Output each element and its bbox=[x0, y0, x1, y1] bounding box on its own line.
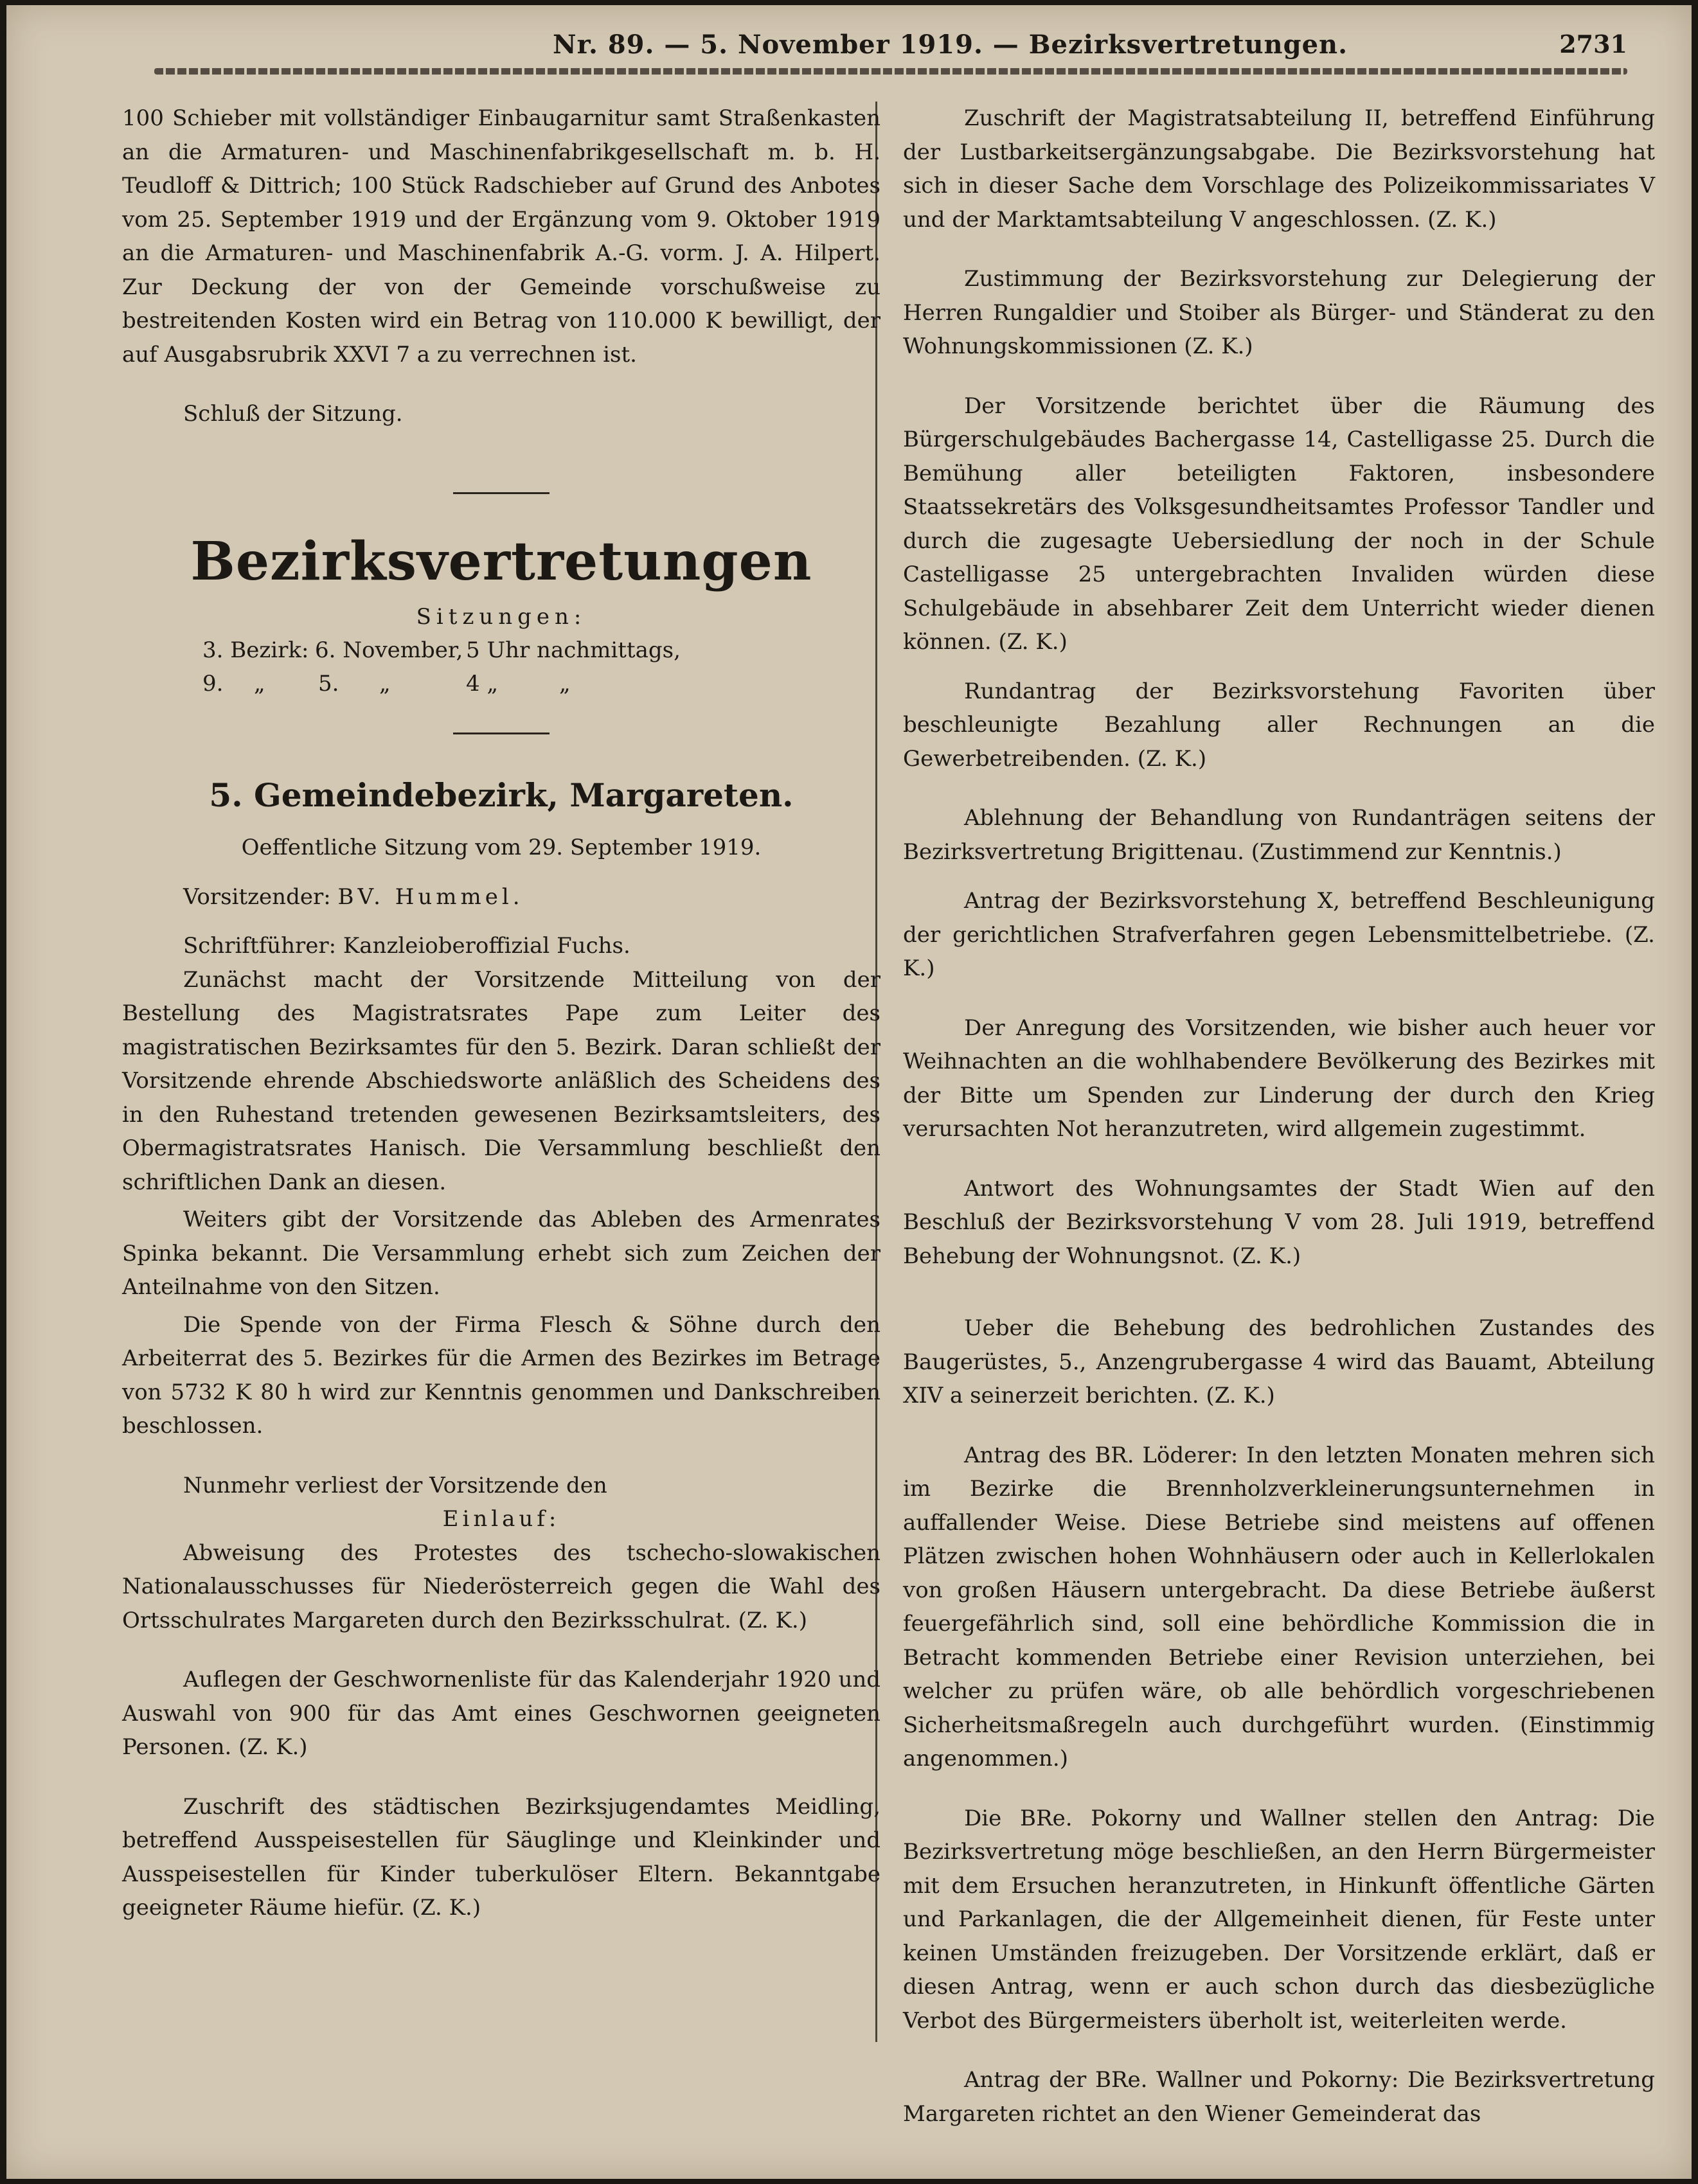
running-head: Nr. 89. — 5. November 1919. — Bezirksvertretungen. bbox=[553, 30, 1348, 60]
continuation-paragraph: 100 Schieber mit vollständiger Einbaugarnitur samt Straßenkasten an die Armaturen- und Maschinenfabrikgesellschaft m. b. H. Teudloff & Dittrich; 100 Stück Radschieber auf Grund des Anbotes vom 25. September 1919 und der Ergänzung vom 9. Oktober 1919 an die Armaturen- und Maschinenfabrik A.-G. vorm. J. A. Hilpert. Zur Deckung der von der Gemeinde vorschußweise zu bestreitenden Kosten wird ein Betrag von 110.000 K bewilligt, der auf Ausgabsrubrik XXVI 7 a zu verrechnen ist. bbox=[122, 105, 880, 368]
agenda-item: Antrag der Bezirksvorstehung X, betreffend Beschleunigung der gerichtlichen Strafverfahren gegen Lebensmittelbetriebe. (Z. K.) bbox=[903, 888, 1655, 981]
agenda-item: Ablehnung der Behandlung von Rundanträgen seitens der Bezirksvertretung Brigittenau. (Zustimmend zur Kenntnis.) bbox=[903, 805, 1655, 865]
agenda-item: Antrag des BR. Löderer: In den letzten Monaten mehren sich im Bezirke die Brennholzverkleinerungsunternehmen in auffallender Weise. Diese Betriebe sind meistens auf offenen Plätzen zwischen hohen Wohnhäusern oder auch in Kellerlokalen von großen Häusern untergebracht. Da diese Betriebe äußerst feuergefährlich sind, soll eine behördliche Kommission die in Betracht kommenden Betriebe einer Revision unterziehen, bei welcher zu prüfen wäre, ob alle behördlich vorgeschriebenen Sicherheitsmaßregeln auch durchgeführt wurden. (Einstimmig angenommen.) bbox=[903, 1442, 1655, 1771]
minutes-paragraph: Weiters gibt der Vorsitzende das Ableben des Armenrates Spinka bekannt. Die Versammlung erhebt sich zum Zeichen der Anteilnahme von den Sitzen. bbox=[122, 1207, 880, 1300]
end-of-session: Schluß der Sitzung. bbox=[183, 401, 403, 427]
agenda-item: Zustimmung der Bezirksvorstehung zur Delegierung der Herren Rungaldier und Stoiber als Bürger- und Ständerat zu den Wohnungskommissionen (Z. K.) bbox=[903, 266, 1655, 359]
ditto-mark: „ bbox=[559, 671, 571, 697]
public-session-line: Oeffentliche Sitzung vom 29. September 1919. bbox=[241, 835, 762, 860]
reading-intro: Nunmehr verliest der Vorsitzende den bbox=[183, 1472, 607, 1498]
session-district: 9. bbox=[202, 671, 224, 697]
newspaper-page bbox=[6, 5, 1692, 2179]
agenda-item: Zuschrift der Magistratsabteilung II, betreffend Einführung der Lustbarkeitsergänzungsabgabe. Die Bezirksvorstehung hat sich in dieser Sache dem Vorschlage des Polizeikommissariates V und der Marktamtsabteilung V angeschlossen. (Z. K.) bbox=[903, 105, 1655, 233]
ditto-mark: „ bbox=[379, 671, 391, 697]
page-number: 2731 bbox=[1559, 30, 1627, 58]
ditto-mark: „ bbox=[254, 671, 265, 697]
session-hour: 4 „ bbox=[466, 671, 499, 697]
section-title: Bezirksvertretungen bbox=[190, 530, 812, 592]
agenda-item: Antwort des Wohnungsamtes der Stadt Wien auf den Beschluß der Bezirksvorstehung V vom 28. Juli 1919, betreffend Behebung der Wohnungsnot. (Z. K.) bbox=[903, 1175, 1655, 1269]
session-day: 5. bbox=[318, 671, 339, 697]
agenda-item: Der Vorsitzende berichtet über die Räumung des Bürgerschulgebäudes Bachergasse 14, Castelligasse 25. Durch die Bemühung aller beteiligten Faktoren, insbesondere Staatssekretärs des Volksgesundheitsamtes Professor Tandler und durch die zugesagte Uebersiedlung der noch in der Schule Castelligasse 25 untergebrachten Invaliden würden diese Schulgebäude in absehbarer Zeit dem Unterricht wieder dienen können. (Z. K.) bbox=[903, 393, 1655, 655]
secretary-line bbox=[122, 929, 880, 963]
agenda-item: Auflegen der Geschwornenliste für das Kalenderjahr 1920 und Auswahl von 900 für das Amt eines Geschwornen geeigneten Personen. (Z. K.) bbox=[122, 1667, 880, 1760]
session-hour: 5 Uhr nachmittags, bbox=[466, 637, 681, 663]
agenda-item: Ueber die Behebung des bedrohlichen Zustandes des Baugerüstes, 5., Anzengrubergasse 4 wird das Bauamt, Abteilung XIV a seinerzeit berichten. (Z. K.) bbox=[903, 1315, 1655, 1408]
agenda-item: Antrag der BRe. Wallner und Pokorny: Die Bezirksvertretung Margareten richtet an den Wiener Gemeinderat das bbox=[903, 2067, 1655, 2127]
secretary-label: Schriftführer: bbox=[183, 933, 337, 959]
sittings-heading: Sitzungen: bbox=[416, 603, 587, 630]
header-rule bbox=[154, 68, 1627, 75]
page-header bbox=[6, 24, 1692, 69]
session-day: 6. November, bbox=[315, 637, 463, 663]
chair-label: Vorsitzender: bbox=[183, 883, 331, 910]
left-column bbox=[122, 102, 880, 1925]
agenda-item: Abweisung des Protestes des tschecho-slowakischen Nationalausschusses für Niederösterreich gegen die Wahl des Ortsschulrates Margareten durch den Bezirksschulrat. (Z. K.) bbox=[122, 1540, 880, 1633]
agenda-item: Zuschrift des städtischen Bezirksjugendamtes Meidling, betreffend Ausspeisestellen für Säuglinge und Kleinkinder und Ausspeisestellen für Kinder tuberkulöser Eltern. Bekanntgabe geeigneter Räume hiefür. (Z. K.) bbox=[122, 1793, 880, 1921]
chair-line bbox=[122, 880, 880, 914]
right-column bbox=[903, 102, 1655, 2131]
minutes-paragraph: Zunächst macht der Vorsitzende Mitteilung von der Bestellung des Magistratsrates Pape zum Leiter des magistratischen Bezirksamtes für den 5. Bezirk. Daran schließt der Vorsitzende ehrende Abschiedsworte anläßlich des Scheidens des in den Ruhestand tretenden gewesenen Bezirksamtsleiters, des Obermagistratsrates Hanisch. Die Versammlung beschließt den schriftlichen Dank an diesen. bbox=[122, 966, 880, 1195]
agenda-item: Rundantrag der Bezirksvorstehung Favoriten über beschleunigte Bezahlung aller Rechnungen an die Gewerbetreibenden. (Z. K.) bbox=[903, 678, 1655, 772]
session-row bbox=[122, 634, 880, 667]
agenda-item: Der Anregung des Vorsitzenden, wie bisher auch heuer vor Weihnachten an die wohlhabendere Bevölkerung des Bezirkes mit der Bitte um Spenden zur Linderung der durch den Krieg verursachten Not heranzutreten, wird allgemein zugestimmt. bbox=[903, 1015, 1655, 1142]
agenda-item: Die BRe. Pokorny und Wallner stellen den Antrag: Die Bezirksvertretung möge beschließen, an den Herrn Bürgermeister mit dem Ersuchen heranzutreten, in Hinkunft öffentliche Gärten und Parkanlagen, die der Allgemeinheit dienen, für Feste unter keinen Umständen freizugeben. Der Vorsitzende erklärt, daß er diesen Antrag, wenn er auch schon durch das diesbezügliche Verbot des Bürgermeisters überholt ist, weiterleiten werde. bbox=[903, 1805, 1655, 2034]
district-title: 5. Gemeindebezirk, Margareten. bbox=[209, 776, 794, 814]
incoming-heading: Einlauf: bbox=[442, 1506, 560, 1532]
minutes-paragraph: Die Spende von der Firma Flesch & Söhne durch den Arbeiterrat des 5. Bezirkes für die Armen des Bezirkes im Betrage von 5732 K 80 h wird zur Kenntnis genommen und Dankschreiben beschlossen. bbox=[122, 1311, 880, 1439]
chair-name: BV. Hummel. bbox=[337, 883, 524, 910]
session-district: 3. Bezirk: bbox=[202, 637, 309, 663]
session-row bbox=[122, 667, 880, 700]
secretary-name: Kanzleioberoffizial Fuchs. bbox=[343, 933, 630, 959]
